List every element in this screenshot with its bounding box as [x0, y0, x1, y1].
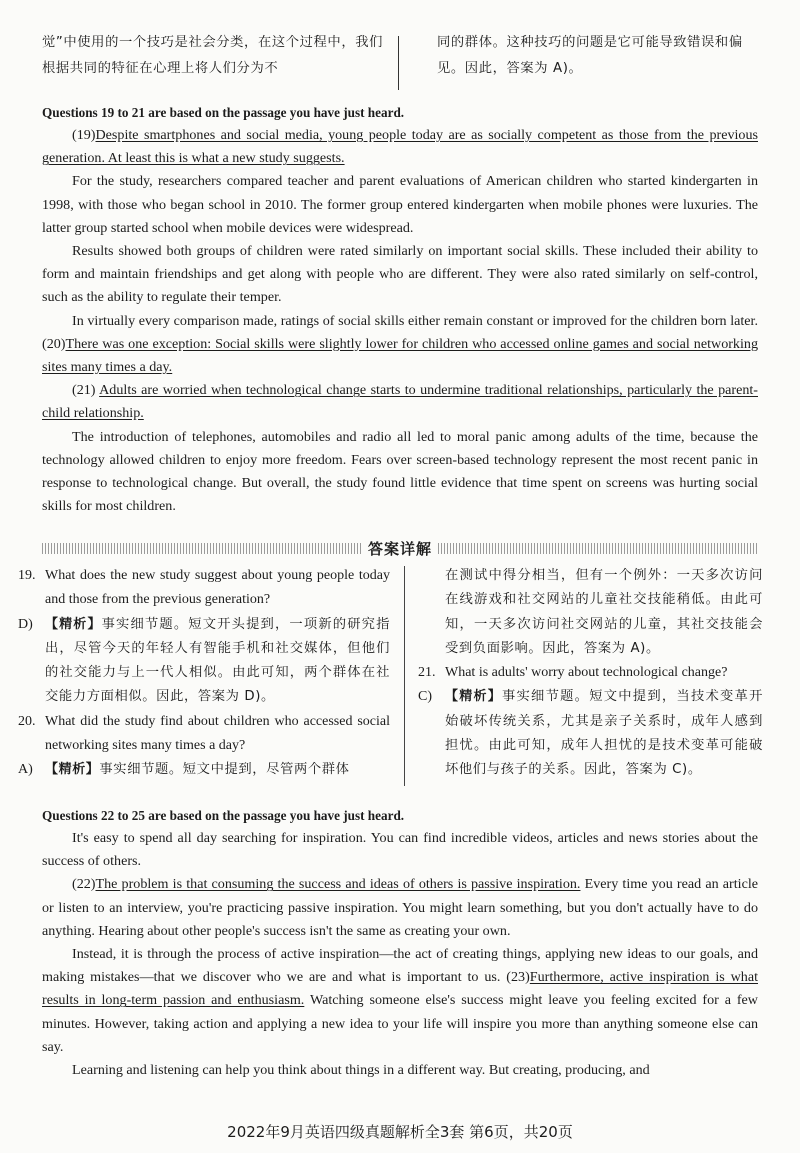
paragraph-22 [42, 873, 758, 943]
question-text: What does the new study suggest about young people today and those from the previous generation? [45, 568, 390, 608]
analysis-tag: 【精析】 [445, 689, 502, 705]
answer-20-continued [418, 564, 763, 661]
answer-letter: C) [418, 689, 432, 705]
analysis-tag: 【精析】 [45, 762, 100, 778]
column-divider [398, 36, 399, 90]
underlined-answer-text: There was one exception: Social skills were slightly lower for children who accessed online games and social networking sites many times a day. [42, 335, 758, 376]
question-marker: (19) [72, 127, 96, 143]
paragraph: Learning and listening can help you think about things in a different way. But creating, producing, and [72, 1062, 650, 1079]
answer-letter: A) [18, 762, 33, 778]
answer-19 [18, 613, 390, 710]
paragraph: For the study, researchers compared teacher and parent evaluations of American children who started kindergarten in 1998, with those who began school in 2010. The former group entered kindergarten when mobile phones were luxuries. The latter group started school when mobile devices were widespread. [42, 173, 758, 236]
underlined-answer-text: Furthermore, active inspiration is what results in long-term passion and enthusiasm. [42, 969, 758, 1009]
paragraph-text: Watching someone else's success might leave you feeling excited for a few minutes. However, taking action and applying a new idea to your life will inspire you more than anything someone else can say. [42, 992, 758, 1055]
paragraph: Results showed both groups of children were rated similarly on important social skills. These included their ability to form and maintain friendships and get along with people who are different. They were also rated similarly on self-control, such as the ability to regulate their temper. [42, 243, 758, 306]
underlined-answer-text: Despite smartphones and social media, young people today are as socially competent as those from the previous generation. At least this is what a new study suggests. [42, 127, 758, 167]
paragraph-23 [42, 943, 758, 1059]
answers-right-column [418, 564, 763, 783]
carryover-section [42, 30, 758, 100]
answers-left-column [18, 564, 390, 783]
carryover-left-text: 觉”中使用的一个技巧是社会分类，在这个过程中，我们根据共同的特征在心理上将人们分为不 [42, 35, 384, 76]
page-footer: 2022年9月英语四级真题解析全3套 第6页，共20页 [227, 1123, 573, 1141]
question-marker: (22) [72, 876, 96, 893]
analysis-text: 事实细节题。短文中提到，尽管两个群体 [99, 762, 350, 778]
section-questions-22-25 [42, 808, 758, 1082]
question-marker: (21) [72, 382, 100, 399]
paragraph-text: In virtually every comparison made, ratings of social skills either remain constant or improved for the children born later. (20) [42, 312, 758, 352]
answers-divider [42, 538, 758, 560]
paragraph-text: Every time you read an article or listen to an interview, you're practicing passive inspiration. You might learn something, but you don't actually have to do anything. Hearing about other people's success isn't the same as creating your own. [42, 876, 758, 939]
analysis-text: 事实细节题。短文开头提到，一项新的研究指出，尽管今天的年轻人有智能手机和社交媒体，但他们的社交能力与上一代人相似。由此可知，两个群体在社交能力方面相似。因此，答案为 D)。 [45, 616, 391, 705]
question-number: 19. [18, 568, 36, 583]
section-questions-19-21 [42, 105, 758, 518]
underlined-answer-text: The problem is that consuming the success and ideas of others is passive inspiration. [95, 876, 581, 893]
carryover-right-text: 同的群体。这种技巧的问题是它可能导致错误和偏见。因此，答案为 A)。 [437, 35, 743, 76]
analysis-text: 在测试中得分相当，但有一个例外：一天多次访问在线游戏和社交网站的儿童社交技能稍低。由此可知，一天多次访问社交网站的儿童，其社交技能会受到负面影响。因此，答案为 A)。 [445, 568, 763, 656]
analysis-tag: 【精析】 [45, 616, 102, 632]
question-21 [418, 661, 763, 685]
paragraph-19 [42, 124, 758, 170]
answers-title: 答案详解 [367, 540, 432, 558]
answer-20 [18, 758, 390, 782]
paragraph-text: Instead, it is through the process of active inspiration—the act of creating things, applying new ideas to our goals, and making mistakes—that we discover who we are and what is important to us. (23) [42, 946, 758, 986]
divider-pattern-right [438, 543, 758, 554]
section-heading: Questions 19 to 21 are based on the passage you have just heard. [42, 105, 405, 120]
paragraph: It's easy to spend all day searching for inspiration. You can find incredible videos, articles and news stories about the success of others. [42, 830, 758, 870]
question-19 [18, 564, 390, 613]
paragraph-20 [42, 310, 758, 380]
question-number: 20. [18, 713, 36, 729]
answer-letter: D) [18, 616, 33, 632]
underlined-answer-text: Adults are worried when technological change starts to undermine traditional relationships, particularly the parent-child relationship. [42, 382, 758, 422]
question-text: What did the study find about children who accessed social networking sites many times a day? [45, 713, 390, 754]
answer-21 [418, 685, 763, 782]
section-heading: Questions 22 to 25 are based on the passage you have just heard. [42, 808, 405, 823]
analysis-text: 事实细节题。短文中提到，当技术变革开始破坏传统关系，尤其是亲子关系时，成年人感到担忧。由此可知，成年人担忧的是技术变革可能破坏他们与孩子的关系。因此，答案为 C)。 [445, 689, 763, 778]
question-20 [18, 710, 390, 759]
paragraph: The introduction of telephones, automobiles and radio all led to moral panic among adults of the time, because the technology allowed children to enjoy more freedom. Fears over screen-based technology represent the most recent panic in response to technological change. But overall, the study found little evidence that time spent on screens was hurting social skills for most children. [42, 428, 758, 515]
answers-column-divider [404, 566, 405, 786]
question-number: 21. [418, 665, 436, 681]
paragraph-21 [42, 379, 758, 425]
question-text: What is adults' worry about technological change? [445, 665, 728, 681]
